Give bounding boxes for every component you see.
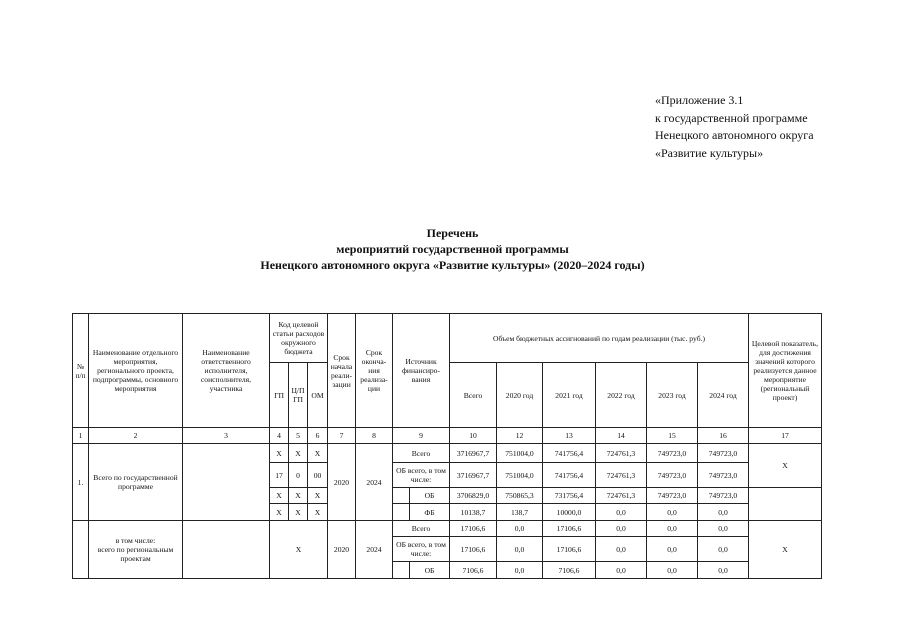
code-om: Х (308, 488, 328, 504)
value-total: 7106,6 (450, 562, 497, 579)
source-indent (393, 562, 410, 579)
col-number: 12 (497, 428, 543, 444)
row-end: 2024 (356, 444, 393, 521)
value-2024: 749723,0 (698, 444, 749, 463)
value-2024: 0,0 (698, 537, 749, 562)
code-gp: Х (270, 488, 289, 504)
row-executor (183, 444, 270, 521)
value-2023: 749723,0 (647, 463, 698, 488)
header-source: Источник финансиро- вания (393, 314, 450, 428)
code-cp: Х (289, 504, 308, 521)
appendix-line-4: «Развитие культуры» (655, 145, 764, 160)
value-2023: 749723,0 (647, 488, 698, 504)
row-name: Всего по государственной программе (89, 444, 183, 521)
value-2020: 750865,3 (497, 488, 543, 504)
header-2020: 2020 год (497, 363, 543, 428)
code-gp: Х (270, 504, 289, 521)
value-total: 3716967,7 (450, 463, 497, 488)
value-2022: 0,0 (596, 521, 647, 537)
row-name-line-1: в том числе: (115, 536, 156, 545)
source-cell: Всего (393, 444, 450, 463)
source-cell: ОБ всего, в том числе: (393, 463, 450, 488)
col-number: 2 (89, 428, 183, 444)
header-volume: Объем бюджетных ассигнований по годам реализации (тыс. руб.) (450, 314, 749, 363)
title-line-1: Перечень (426, 226, 479, 240)
value-2024: 749723,0 (698, 463, 749, 488)
header-2021: 2021 год (543, 363, 596, 428)
value-2024: 0,0 (698, 521, 749, 537)
row-executor (183, 521, 270, 579)
value-2021: 741756,4 (543, 463, 596, 488)
appendix-line-3: Ненецкого автономного округа (655, 128, 814, 142)
header-2024: 2024 год (698, 363, 749, 428)
value-2020: 0,0 (497, 537, 543, 562)
code-merged: Х (270, 521, 328, 579)
header-2023: 2023 год (647, 363, 698, 428)
header-gp: ГП (270, 363, 289, 428)
header-start: Срок начала реали- зации (328, 314, 356, 428)
value-2023: 0,0 (647, 504, 698, 521)
value-2020: 0,0 (497, 521, 543, 537)
value-2020: 751004,0 (497, 463, 543, 488)
row-number (73, 521, 89, 579)
col-number: 14 (596, 428, 647, 444)
col-number: 5 (289, 428, 308, 444)
col-number: 4 (270, 428, 289, 444)
value-2022: 0,0 (596, 562, 647, 579)
value-2024: 0,0 (698, 504, 749, 521)
table-row (73, 444, 822, 463)
row-number: 1. (73, 444, 89, 521)
col-number: 3 (183, 428, 270, 444)
value-2021: 731756,4 (543, 488, 596, 504)
value-2021: 17106,6 (543, 521, 596, 537)
row-name-line-2: всего по региональным проектам (97, 545, 174, 563)
col-number: 7 (328, 428, 356, 444)
header-code: Код целевой статьи расходов окружного бюджета (270, 314, 328, 363)
value-2022: 724761,3 (596, 463, 647, 488)
header-executor: Наименование ответственного исполнителя, соисполнителя, участника (183, 314, 270, 428)
header-num: № п/п (73, 314, 89, 428)
source-cell: ОБ (410, 488, 450, 504)
row-start: 2020 (328, 444, 356, 521)
code-cp: Х (289, 488, 308, 504)
value-2023: 0,0 (647, 537, 698, 562)
value-2021: 741756,4 (543, 444, 596, 463)
value-2020: 138,7 (497, 504, 543, 521)
measures-table (72, 313, 822, 579)
header-om: ОМ (308, 363, 328, 428)
col-number: 8 (356, 428, 393, 444)
col-number: 9 (393, 428, 450, 444)
value-2020: 0,0 (497, 562, 543, 579)
row-name (89, 521, 183, 579)
col-number: 17 (749, 428, 822, 444)
value-2023: 0,0 (647, 562, 698, 579)
column-numbers-row (73, 428, 822, 444)
document-title (0, 225, 905, 273)
row-target: Х (749, 521, 822, 579)
value-2022: 724761,3 (596, 488, 647, 504)
value-total: 3716967,7 (450, 444, 497, 463)
value-2024: 0,0 (698, 562, 749, 579)
appendix-reference (655, 92, 814, 162)
code-om: Х (308, 444, 328, 463)
header-name: Наименование отдельного мероприятия, регионального проекта, подпрограммы, основного мероприятия (89, 314, 183, 428)
header-row-1 (73, 314, 822, 363)
value-total: 10138,7 (450, 504, 497, 521)
title-line-3: Ненецкого автономного округа «Развитие культуры» (2020–2024 годы) (260, 258, 645, 272)
source-cell: ОБ (410, 562, 450, 579)
col-number: 15 (647, 428, 698, 444)
header-end: Срок оконча- ния реализа- ции (356, 314, 393, 428)
code-gp: Х (270, 444, 289, 463)
code-om: Х (308, 504, 328, 521)
title-line-2: мероприятий государственной программы (336, 242, 569, 256)
source-indent (393, 504, 410, 521)
value-2022: 0,0 (596, 537, 647, 562)
value-2020: 751004,0 (497, 444, 543, 463)
header-total: Всего (450, 363, 497, 428)
row-end: 2024 (356, 521, 393, 579)
value-total: 17106,6 (450, 537, 497, 562)
header-cp: Ц/П ГП (289, 363, 308, 428)
source-cell: ФБ (410, 504, 450, 521)
source-cell: ОБ всего, в том числе: (393, 537, 450, 562)
value-2024: 749723,0 (698, 488, 749, 504)
value-2022: 0,0 (596, 504, 647, 521)
header-2022: 2022 год (596, 363, 647, 428)
code-cp: 0 (289, 463, 308, 488)
row-target: Х (749, 444, 822, 488)
value-2023: 0,0 (647, 521, 698, 537)
col-number: 13 (543, 428, 596, 444)
value-2021: 10000,0 (543, 504, 596, 521)
col-number: 1 (73, 428, 89, 444)
source-cell: Всего (393, 521, 450, 537)
value-2023: 749723,0 (647, 444, 698, 463)
code-gp: 17 (270, 463, 289, 488)
value-2021: 7106,6 (543, 562, 596, 579)
row-start: 2020 (328, 521, 356, 579)
value-2022: 724761,3 (596, 444, 647, 463)
header-target: Целевой показатель, для достижения значений которого реализуется данное мероприятие (региональный проект) (749, 314, 822, 428)
col-number: 16 (698, 428, 749, 444)
source-indent (393, 488, 410, 504)
code-cp: Х (289, 444, 308, 463)
code-om: 00 (308, 463, 328, 488)
appendix-line-1: «Приложение 3.1 (655, 93, 744, 107)
row-target-empty (749, 488, 822, 521)
col-number: 6 (308, 428, 328, 444)
appendix-line-2: к государственной программе (655, 110, 808, 125)
value-total: 3706829,0 (450, 488, 497, 504)
table-row (73, 521, 822, 537)
value-2021: 17106,6 (543, 537, 596, 562)
value-total: 17106,6 (450, 521, 497, 537)
col-number: 10 (450, 428, 497, 444)
